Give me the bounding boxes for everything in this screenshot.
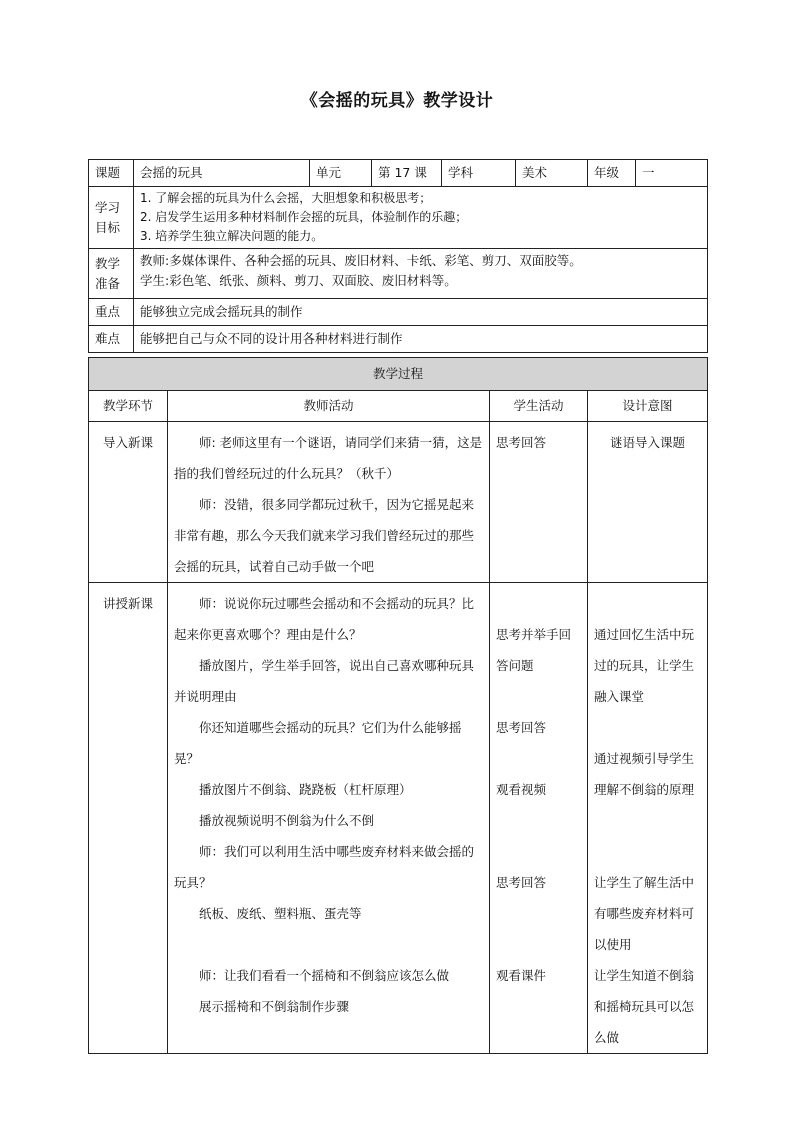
intro-design-intent: 谜语导入课题 [588,422,708,583]
grade-value: 一 [636,160,708,187]
preparation-label-line1: 教学 [95,255,121,271]
preparation-label [89,249,134,299]
teacher-paragraph: 师：我们可以利用生活中哪些废弃材料来做会摇的玩具？ [174,844,475,890]
topic-value: 会摇的玩具 [134,160,310,187]
subject-label: 学科 [442,160,516,187]
preparation-content [134,249,708,299]
column-header: 设计意图 [588,391,708,422]
teacher-paragraph: 纸板、废纸、塑料瓶、蛋壳等 [199,906,362,921]
teacher-paragraph: 播放图片，学生举手回答，说出自己喜欢哪种玩具并说明理由 [174,658,475,704]
preparation-student: 学生:彩色笔、纸张、颜料、剪刀、双面胶、废旧材料等。 [140,273,457,288]
student-activity-item: 观看课件 [496,968,547,983]
new-design-intent [588,583,708,1054]
key-point-label: 重点 [89,299,134,326]
unit-value: 第 17 课 [372,160,442,187]
column-header: 教学环节 [89,391,168,422]
student-activity-item: 思考回答 [496,875,547,890]
design-intent-item: 通过回忆生活中玩过的玩具，让学生融入课堂 [594,627,695,704]
preparation-label-line2: 准备 [95,275,121,291]
process-title: 教学过程 [89,358,708,391]
objectives-list [134,187,708,249]
student-activity-item: 观看视频 [496,782,547,797]
key-point-value: 能够独立完成会摇玩具的制作 [134,299,708,326]
intro-teacher-activity [168,422,490,583]
objective-item: 3. 培养学生独立解决问题的能力。 [140,229,324,243]
new-student-activity [490,583,588,1054]
teacher-paragraph: 播放图片不倒翁、跷跷板（杠杆原理） [199,782,412,797]
teacher-paragraph: 你还知道哪些会摇动的玩具？它们为什么能够摇晃？ [174,720,462,766]
stage-intro: 导入新课 [89,422,168,583]
design-intent-item: 让学生了解生活中有哪些废弃材料可以使用 [594,875,695,952]
design-intent-item: 通过视频引导学生理解不倒翁的原理 [594,751,695,797]
new-teacher-activity [168,583,490,1054]
teaching-process-table [88,357,708,1054]
design-intent-item: 让学生知道不倒翁和摇椅玩具可以怎么做 [594,968,695,1045]
objectives-label-line2: 目标 [95,219,121,235]
column-header: 学生活动 [490,391,588,422]
teacher-paragraph: 师：没错，很多同学都玩过秋千，因为它摇晃起来非常有趣，那么今天我们就来学习我们曾经玩过的那些会摇的玩具，试着自己动手做一个吧 [174,497,475,574]
subject-value: 美术 [516,160,588,187]
page-title: 《会摇的玩具》教学设计 [300,91,494,111]
intro-student-activity: 思考回答 [490,422,588,583]
grade-label: 年级 [588,160,636,187]
difficulty-value: 能够把自己与众不同的设计用各种材料进行制作 [134,326,708,353]
teacher-paragraph: 师：说说你玩过哪些会摇动和不会摇动的玩具？比起来你更喜欢哪个？理由是什么？ [174,596,475,642]
lesson-info-table [88,159,708,353]
teacher-paragraph: 展示摇椅和不倒翁制作步骤 [199,999,350,1014]
student-activity-item: 思考并举手回答问题 [496,627,572,673]
preparation-teacher: 教师:多媒体课件、各种会摇的玩具、废旧材料、卡纸、彩笔、剪刀、双面胶等。 [140,253,582,268]
objectives-label [89,187,134,249]
student-activity-item: 思考回答 [496,720,547,735]
stage-new: 讲授新课 [89,583,168,1054]
unit-label: 单元 [310,160,372,187]
teacher-paragraph: 师：让我们看看一个摇椅和不倒翁应该怎么做 [199,968,450,983]
column-header: 教师活动 [168,391,490,422]
objective-item: 1. 了解会摇的玩具为什么会摇，大胆想象和积极思考； [140,191,432,205]
difficulty-label: 难点 [89,326,134,353]
objective-item: 2. 启发学生运用多种材料制作会摇的玩具，体验制作的乐趣； [140,210,468,224]
topic-label: 课题 [89,160,134,187]
teacher-paragraph: 播放视频说明不倒翁为什么不倒 [199,813,375,828]
objectives-label-line1: 学习 [95,199,121,215]
teacher-paragraph: 师: 老师这里有一个谜语，请同学们来猜一猜，这是指的我们曾经玩过的什么玩具？（秋千） [174,435,483,481]
